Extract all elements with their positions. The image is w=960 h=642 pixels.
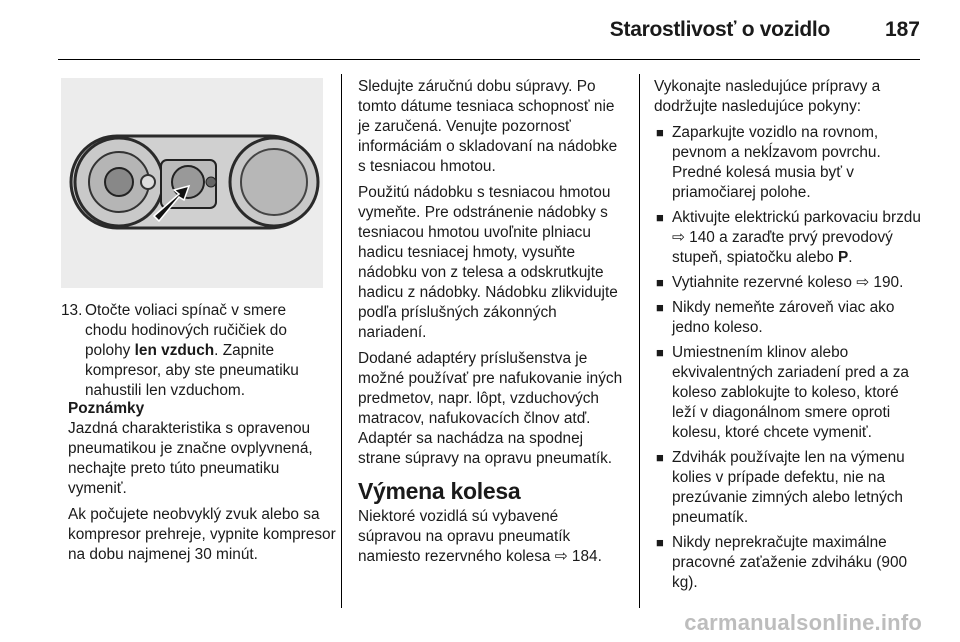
column-rule-1 [341, 74, 342, 608]
bullet-icon: ■ [656, 210, 664, 225]
column-rule-2 [639, 74, 640, 608]
page-number: 187 [884, 18, 920, 41]
list-item-text: Aktivujte elektrickú parkovaciu brzdu ⇨ 140 a zaraďte prvý prevodový stupeň, spiatočku alebo [672, 209, 921, 266]
list-item-text: Vytiahnite rezervné koleso ⇨ 190. [672, 274, 904, 291]
compressor-switch-illustration [61, 78, 323, 288]
list-item [654, 533, 926, 593]
list-item-text: . [848, 249, 853, 266]
list-item-text: Zaparkujte vozidlo na rovnom, pevnom a nekĺzavom povrchu. Predné kolesá musia byť v priamočiarej polohe. [672, 124, 881, 201]
bullet-icon: ■ [656, 300, 664, 315]
step-text-part: Otočte voliaci spínač v smere chodu hodinových ručičiek do polohy [85, 302, 287, 359]
middle-column [358, 77, 624, 573]
paragraph: Dodané adaptéry príslušenstva je možné používať pre nafukovanie iných predmetov, napr. lôpt, vzduchových matracov, nafukovacích člnov atď. Adaptér sa nachádza na spodnej strane súpravy na opravu pneumatík. [358, 350, 623, 467]
list-item-text: Umiestnením klinov alebo ekvivalentných zariadení pred a za koleso zablokujte to koleso, ktoré leží v diagonálnom smere oproti kolesu, ktoré chcete vymeniť. [672, 344, 909, 441]
paragraph: Sledujte záručnú dobu súpravy. Po tomto dátume tesniaca schopnosť nie je zaručená. Venujte pozornosť informáciám o skladovaní na nádobke s tesniacou hmotou. [358, 78, 618, 175]
step-text [85, 301, 331, 401]
bullet-icon: ■ [656, 345, 664, 360]
list-item [654, 208, 926, 268]
list-item [654, 448, 926, 528]
note-title: Poznámky [68, 400, 145, 417]
list-item-text: Nikdy nemeňte zároveň viac ako jedno koleso. [672, 299, 895, 336]
step-number: 13. [61, 302, 83, 319]
watermark: carmanualsonline.info [684, 610, 922, 635]
header-rule [58, 59, 920, 60]
paragraph: Použitú nádobku s tesniacou hmotou vymeňte. Pre odstránenie nádobky s tesniacou hmotou uvoľnite plniacu hadicu tesniacej hmoty, vysuňte nádobku von z telesa a odskrutkujte hadicu z nádobky. Nádobku zlikvidujte podľa príslušných zákonných nariadení. [358, 184, 618, 341]
compressor-switch-figure [61, 78, 323, 288]
step-13 [61, 301, 331, 401]
bullet-icon: ■ [656, 275, 664, 290]
list-item [654, 273, 926, 293]
section-heading: Výmena kolesa [358, 478, 521, 504]
instruction-list [654, 123, 926, 593]
note-text-2: Ak počujete neobvyklý zvuk alebo sa kompresor prehreje, vypnite kompresor na dobu najmenej 30 minút. [68, 506, 336, 563]
paragraph: Niektoré vozidlá sú vybavené súpravou na opravu pneumatík namiesto rezervného kolesa ⇨ 184. [358, 508, 602, 565]
note-block [68, 399, 336, 571]
step-text-part: . Zapnite kompresor, aby ste pneumatiku nahustili len vzduchom. [85, 342, 299, 399]
bullet-icon: ■ [656, 535, 664, 550]
list-item [654, 298, 926, 338]
intro-text: Vykonajte nasledujúce prípravy a dodržujte nasledujúce pokyny: [654, 78, 881, 115]
list-item-text: Nikdy neprekračujte maximálne pracovné zaťaženie zdviháku (900 kg). [672, 534, 908, 591]
bullet-icon: ■ [656, 125, 664, 140]
page-header-title: Starostlivosť o vozidlo [609, 18, 830, 41]
right-column [654, 77, 926, 598]
list-item-text: Zdvihák používajte len na výmenu kolies v prípade defektu, nie na prezúvanie zimných alebo letných pneumatík. [672, 449, 905, 526]
list-item [654, 343, 926, 443]
list-item [654, 123, 926, 203]
gear-position-label: P [838, 249, 849, 266]
bullet-icon: ■ [656, 450, 664, 465]
step-bold-setting: len vzduch [134, 342, 215, 359]
note-text: Jazdná charakteristika s opravenou pneumatikou je značne ovplyvnená, nechajte preto túto pneumatiku vymeniť. [68, 420, 313, 497]
